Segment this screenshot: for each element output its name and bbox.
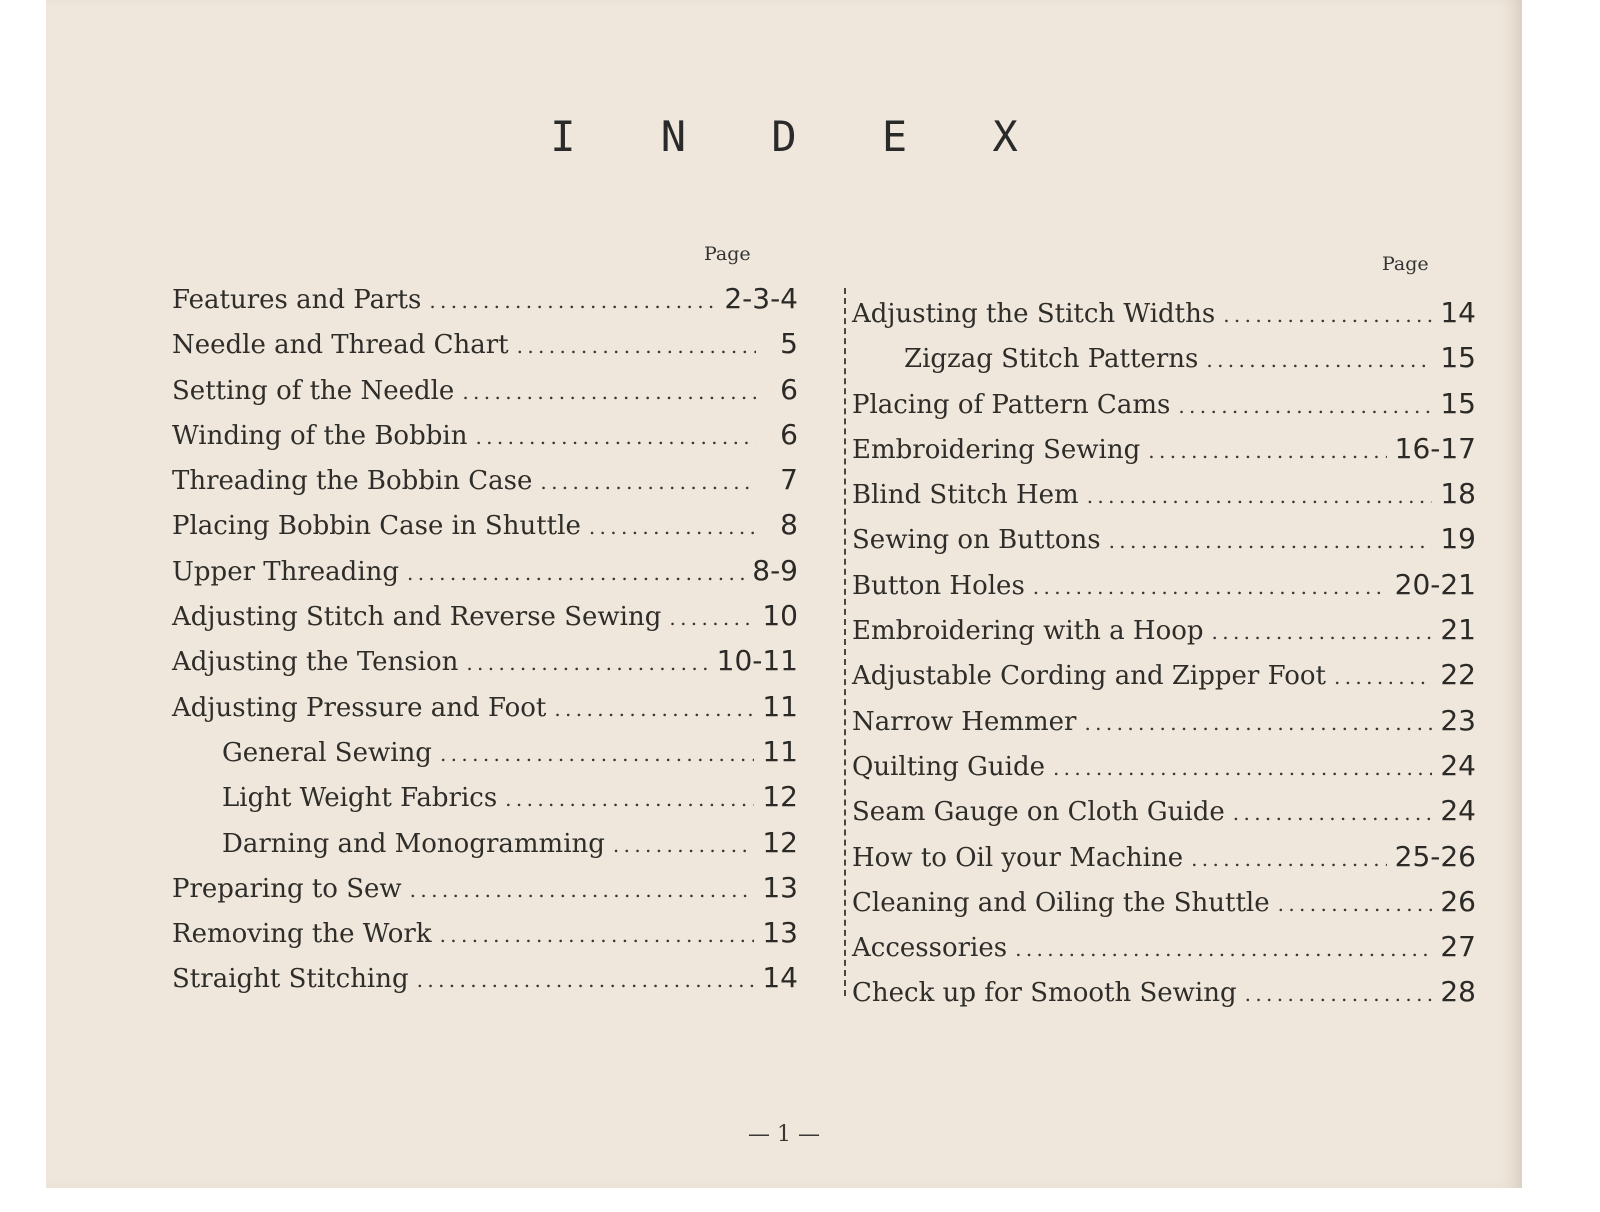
index-entry-page: 10-11	[716, 644, 798, 678]
index-entry	[852, 698, 1476, 743]
index-entry	[172, 548, 798, 593]
index-entry	[852, 562, 1476, 607]
dot-leader	[440, 913, 755, 958]
index-entry	[172, 910, 798, 955]
index-entry	[852, 743, 1476, 788]
index-entry-page: 8	[780, 508, 798, 542]
index-entry-page: 19	[1440, 522, 1476, 556]
index-entry-page: 21	[1440, 613, 1476, 647]
dot-leader	[1223, 293, 1432, 338]
index-entry-title: Quilting Guide	[852, 751, 1045, 782]
index-entry-page: 15	[1440, 341, 1476, 375]
page-number-footer: — 1 —	[748, 1122, 820, 1147]
index-entry-title: Placing of Pattern Cams	[852, 389, 1171, 420]
index-entry-title: Embroidering Sewing	[852, 434, 1141, 465]
index-entry	[172, 955, 798, 1000]
index-entry	[852, 516, 1476, 561]
dot-leader	[440, 732, 754, 777]
index-entry-page: 5	[780, 327, 798, 361]
left-page-column-header: Page	[704, 243, 751, 265]
index-entry-page: 10	[762, 599, 798, 633]
index-entry	[852, 969, 1476, 1014]
dot-leader	[1033, 565, 1387, 610]
dot-leader	[505, 777, 754, 822]
index-entry-page: 23	[1440, 703, 1476, 737]
dot-leader	[417, 958, 755, 1003]
index-entry-title: Needle and Thread Chart	[172, 330, 509, 361]
index-entry	[172, 774, 798, 819]
dot-leader	[1015, 927, 1432, 972]
index-entry-page: 24	[1440, 794, 1476, 828]
index-entry-page: 22	[1440, 658, 1476, 692]
index-entry-page: 2-3-4	[724, 282, 798, 315]
index-entry	[172, 638, 798, 683]
index-entry-page: 13	[762, 870, 798, 904]
index-entry-title: Adjustable Cording and Zipper Foot	[852, 661, 1326, 692]
right-index-column	[852, 290, 1476, 1015]
index-entry	[172, 502, 798, 547]
dot-leader	[1191, 837, 1387, 882]
index-entry-title: Zigzag Stitch Patterns	[904, 344, 1199, 375]
index-entry-page: 16-17	[1394, 431, 1476, 465]
index-entry-title: Accessories	[852, 933, 1008, 964]
index-entry-title: Removing the Work	[172, 919, 432, 950]
right-page-column-header: Page	[1382, 253, 1429, 275]
index-entry-page: 7	[780, 463, 798, 497]
dot-leader	[554, 687, 754, 732]
dot-leader	[1206, 338, 1432, 383]
index-entry	[852, 652, 1476, 697]
index-entry	[172, 684, 798, 729]
dot-leader	[475, 415, 756, 460]
index-entry-title: Adjusting the Stitch Widths	[852, 299, 1216, 329]
index-entry-title: Upper Threading	[172, 556, 400, 587]
index-entry-page: 12	[762, 780, 798, 814]
dot-leader	[429, 279, 716, 324]
index-entry-title: Narrow Hemmer	[852, 706, 1077, 737]
index-entry-page: 15	[1440, 386, 1476, 420]
index-entry-page: 26	[1440, 884, 1476, 918]
index-entry-title: Button Holes	[852, 570, 1025, 601]
dot-leader	[410, 868, 755, 913]
dot-leader	[1233, 791, 1433, 836]
index-entry-page: 11	[762, 734, 798, 768]
index-entry-title: Straight Stitching	[172, 964, 409, 995]
index-entry-title: Adjusting Pressure and Foot	[172, 692, 547, 723]
index-entry-title: Adjusting Stitch and Reverse Sewing	[172, 602, 662, 633]
index-entry	[852, 788, 1476, 833]
index-entry-page: 13	[762, 916, 798, 950]
index-entry	[852, 834, 1476, 879]
index-title: I N D E X	[550, 112, 1048, 161]
index-entry	[172, 321, 798, 366]
index-entry-page: 11	[762, 689, 798, 723]
dot-leader	[466, 641, 708, 686]
index-entry-title: Placing Bobbin Case in Shuttle	[172, 511, 581, 542]
index-entry-title: Seam Gauge on Cloth Guide	[852, 797, 1225, 828]
index-entry-title: Features and Parts	[172, 285, 422, 315]
dot-leader	[540, 460, 756, 505]
index-entry-title: Adjusting the Tension	[172, 647, 459, 678]
dot-leader	[1178, 384, 1432, 429]
index-entry-page: 27	[1440, 930, 1476, 964]
index-entry-title: Blind Stitch Hem	[852, 480, 1079, 511]
index-entry	[852, 426, 1476, 471]
index-entry-title: General Sewing	[222, 737, 432, 768]
index-entry-page: 14	[762, 961, 798, 995]
index-page	[46, 0, 1522, 1188]
dot-leader	[589, 505, 756, 550]
dot-leader	[1053, 746, 1432, 791]
index-entry	[852, 471, 1476, 516]
index-entry-page: 25-26	[1394, 839, 1476, 873]
index-entry-title: Light Weight Fabrics	[222, 783, 498, 814]
index-entry	[852, 924, 1476, 969]
index-entry-title: Cleaning and Oiling the Shuttle	[852, 887, 1270, 918]
index-entry-title: Check up for Smooth Sewing	[852, 978, 1237, 1009]
index-entry-page: 12	[762, 825, 798, 859]
dot-leader	[517, 324, 756, 369]
index-entry-title: Darning and Monogramming	[222, 828, 605, 859]
dot-leader	[1109, 519, 1433, 564]
dot-leader	[613, 823, 754, 868]
index-entry-page: 20-21	[1394, 567, 1476, 601]
index-entry-title: Preparing to Sew	[172, 873, 402, 904]
index-entry	[852, 607, 1476, 652]
index-entry	[172, 457, 798, 502]
index-entry-page: 24	[1440, 748, 1476, 782]
index-entry	[172, 865, 798, 910]
dot-leader	[669, 596, 754, 641]
index-entry-title: Setting of the Needle	[172, 375, 455, 406]
dot-leader	[1278, 882, 1433, 927]
index-entry-title: Sewing on Buttons	[852, 525, 1101, 556]
index-entry	[172, 729, 798, 774]
index-entry	[172, 276, 798, 321]
index-entry	[172, 367, 798, 412]
dot-leader	[407, 551, 744, 596]
index-entry	[852, 290, 1476, 335]
index-entry-title: Winding of the Bobbin	[172, 420, 468, 451]
dot-leader	[1148, 429, 1386, 474]
dot-leader	[1334, 655, 1432, 700]
index-entry	[852, 381, 1476, 426]
index-entry	[172, 820, 798, 865]
index-entry	[852, 879, 1476, 924]
index-entry-page: 28	[1440, 975, 1476, 1009]
dot-leader	[462, 370, 756, 415]
dot-leader	[1212, 610, 1433, 655]
index-entry-title: How to Oil your Machine	[852, 842, 1184, 873]
index-entry-page: 8-9	[752, 553, 798, 587]
index-entry	[172, 593, 798, 638]
index-entry-title: Embroidering with a Hoop	[852, 616, 1204, 647]
index-entry-title: Threading the Bobbin Case	[172, 466, 533, 497]
index-entry	[852, 335, 1476, 380]
column-divider	[844, 288, 846, 996]
dot-leader	[1245, 972, 1433, 1017]
index-entry-page: 18	[1440, 477, 1476, 511]
index-entry-page: 6	[780, 372, 798, 406]
left-index-column	[172, 276, 798, 1001]
dot-leader	[1084, 701, 1432, 746]
index-entry-page: 6	[780, 417, 798, 451]
index-entry	[172, 412, 798, 457]
dot-leader	[1087, 474, 1433, 519]
index-entry-page: 14	[1440, 296, 1476, 329]
